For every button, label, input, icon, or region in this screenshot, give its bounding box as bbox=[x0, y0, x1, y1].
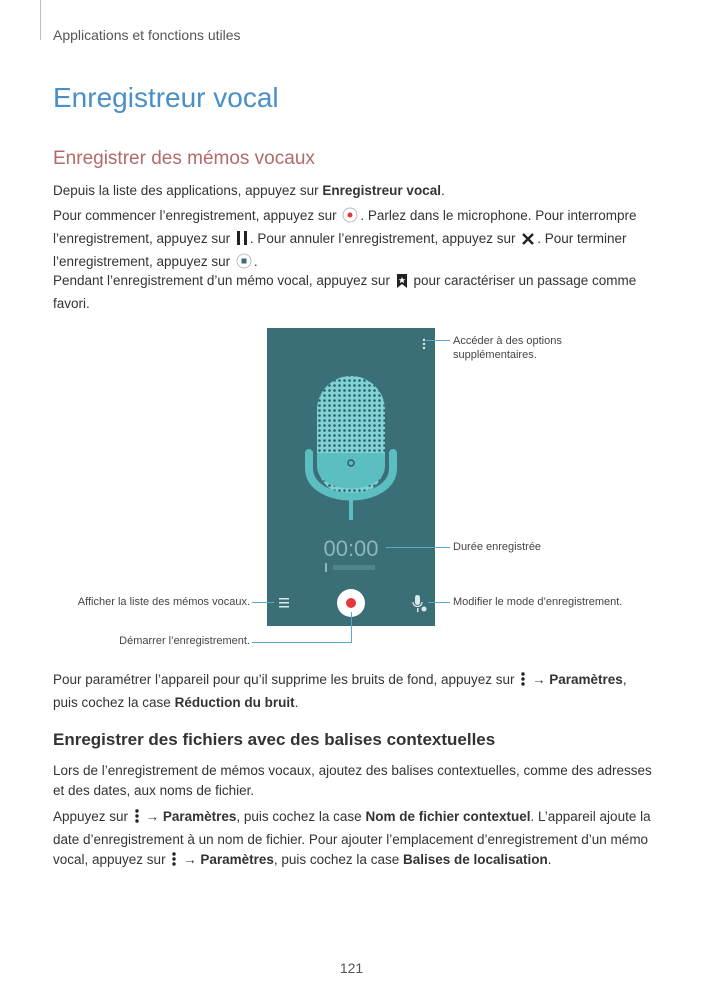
microphone-icon bbox=[309, 376, 393, 520]
list-icon[interactable] bbox=[279, 598, 289, 608]
cancel-icon bbox=[521, 232, 535, 252]
leader-start bbox=[252, 642, 352, 643]
voice-recorder-screenshot bbox=[267, 328, 435, 626]
paragraph-contextual-settings: Appuyez sur → Paramètres, puis cochez la case Nom de fichier contextuel. L’appareil ajoute la date d’enregistrement à un nom de fichier. Pour ajouter l’emplacement d’enregistrement d’un mémo vocal, appuyez sur → Paramètres, puis cochez la case Balises de localisation. bbox=[53, 807, 653, 873]
section-heading-contextual-tags: Enregistrer des fichiers avec des balises contextuelles bbox=[53, 730, 496, 749]
recording-mode-icon[interactable] bbox=[413, 595, 427, 612]
paragraph-noise-reduction: Pour paramétrer l’appareil pour qu’il supprime les bruits de fond, appuyez sur → Paramètres, puis cochez la case Réduction du bruit. bbox=[53, 672, 627, 710]
paragraph-open-app: Depuis la liste des applications, appuyez sur Enregistreur vocal. bbox=[53, 183, 445, 198]
section-heading-record-memos: Enregistrer des mémos vocaux bbox=[53, 148, 315, 169]
more-options-icon bbox=[520, 671, 526, 693]
bookmark-icon bbox=[396, 274, 408, 294]
page-margin-rule bbox=[40, 0, 41, 40]
leader-start-vertical bbox=[351, 612, 352, 642]
more-options-icon bbox=[134, 808, 140, 830]
page-title: Enregistreur vocal bbox=[53, 82, 279, 113]
leader-mode bbox=[428, 602, 450, 603]
callout-more-options: Accéder à des options supplémentaires. bbox=[453, 335, 562, 361]
leader-list bbox=[252, 602, 274, 603]
pause-icon bbox=[236, 230, 248, 252]
recording-timer: 00:00 bbox=[323, 536, 379, 561]
waveform-indicator bbox=[325, 563, 375, 572]
page-number: 121 bbox=[339, 960, 364, 976]
callout-memo-list: Afficher la liste des mémos vocaux. bbox=[77, 596, 250, 608]
more-options-icon bbox=[171, 851, 177, 873]
record-icon bbox=[342, 207, 358, 229]
leader-options bbox=[426, 340, 450, 341]
paragraph-record-controls: Pour commencer l’enregistrement, appuyez sur . Parlez dans le microphone. Pour interrompre l’enregistrement, appuyez sur . Pour annuler l’enregistrement, appuyez sur . Pour terminer l’enregistrement, appuyez sur . bbox=[53, 206, 653, 275]
callout-start-recording: Démarrer l’enregistrement. bbox=[119, 635, 250, 647]
paragraph-contextual-intro: Lors de l’enregistrement de mémos vocaux, ajoutez des balises contextuelles, comme des adresses et des dates, aux noms de fichier. bbox=[53, 763, 652, 798]
running-header: Applications et fonctions utiles bbox=[53, 27, 241, 43]
more-options-icon[interactable] bbox=[423, 339, 425, 349]
paragraph-bookmark: Pendant l’enregistrement d’un mémo vocal, appuyez sur pour caractériser un passage comme favori. bbox=[53, 273, 637, 311]
leader-duration bbox=[386, 547, 450, 548]
callout-recording-mode: Modifier le mode d’enregistrement. bbox=[453, 596, 623, 608]
callout-duration: Durée enregistrée bbox=[453, 541, 542, 553]
